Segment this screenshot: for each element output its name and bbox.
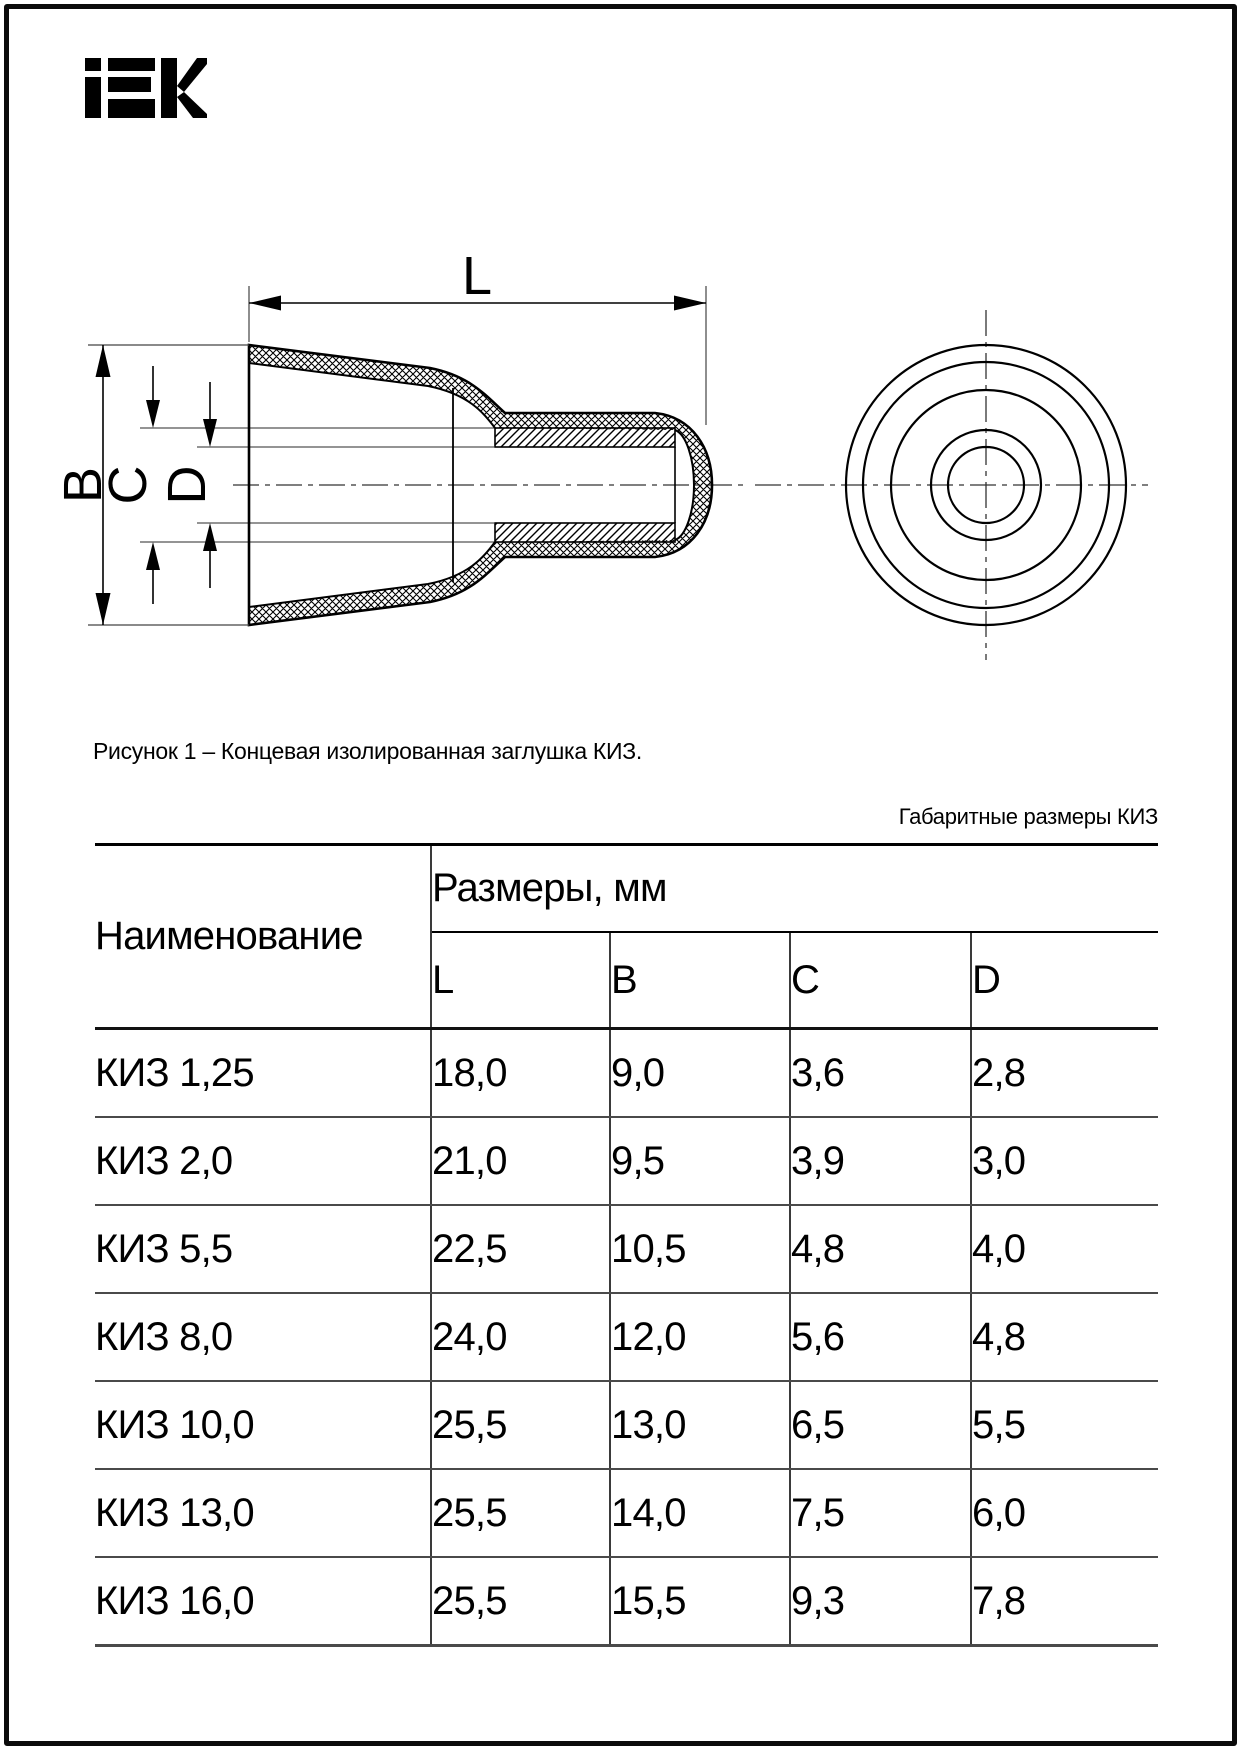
value-B: 9,5 [610, 1117, 790, 1205]
logo-k-lower-arm [177, 92, 207, 118]
value-L: 18,0 [431, 1029, 610, 1118]
row-name: КИЗ 5,5 [95, 1205, 431, 1293]
logo-e-top-bar [108, 58, 155, 71]
technical-drawing [0, 220, 1241, 680]
value-C: 3,9 [790, 1117, 971, 1205]
value-D: 2,8 [971, 1029, 1158, 1118]
figure-caption: Рисунок 1 – Концевая изолированная заглушка КИЗ. [93, 738, 642, 764]
table-row [95, 1293, 1158, 1381]
logo-e-bottom-bar [108, 99, 155, 118]
d-arrow-bottom [203, 523, 217, 551]
insulation-mesh-bottom [249, 485, 712, 625]
b-arrow-bottom [96, 593, 111, 625]
logo-k-stem [161, 58, 177, 118]
logo-i-stem [85, 77, 101, 118]
d-dim-label: D [157, 465, 217, 505]
table-note: Габаритные размеры КИЗ [898, 804, 1158, 829]
l-arrow-right [674, 296, 706, 311]
header-sizes: Размеры, мм [431, 845, 1158, 933]
table-row [95, 1557, 1158, 1646]
dimension-D [157, 382, 217, 588]
l-dim-label: L [461, 246, 493, 306]
l-arrow-left [249, 296, 281, 311]
table-row [95, 1117, 1158, 1205]
value-L: 25,5 [431, 1557, 610, 1646]
d-arrow-top [203, 419, 217, 447]
row-name: КИЗ 10,0 [95, 1381, 431, 1469]
value-B: 12,0 [610, 1293, 790, 1381]
row-name: КИЗ 1,25 [95, 1029, 431, 1118]
table-row [95, 1469, 1158, 1557]
value-B: 14,0 [610, 1469, 790, 1557]
section-view [53, 246, 745, 625]
value-L: 25,5 [431, 1381, 610, 1469]
dimensions-table [95, 843, 1158, 1647]
value-L: 21,0 [431, 1117, 610, 1205]
front-view [755, 310, 1148, 660]
header-name: Наименование [95, 845, 431, 1029]
row-name: КИЗ 8,0 [95, 1293, 431, 1381]
logo-k-upper-arm [177, 58, 207, 92]
value-C: 4,8 [790, 1205, 971, 1293]
iek-logo-glyphs [85, 58, 207, 118]
row-name: КИЗ 13,0 [95, 1469, 431, 1557]
b-dim-label: B [53, 466, 113, 504]
value-B: 13,0 [610, 1381, 790, 1469]
logo-i-dot [85, 58, 101, 71]
value-B: 10,5 [610, 1205, 790, 1293]
subheader-D: D [971, 932, 1158, 1029]
value-D: 5,5 [971, 1381, 1158, 1469]
b-arrow-top [96, 345, 111, 377]
value-C: 7,5 [790, 1469, 971, 1557]
logo-e-mid-bar [108, 77, 151, 92]
metal-sleeve-top [495, 428, 675, 447]
c-dim-label: C [98, 465, 158, 505]
value-L: 24,0 [431, 1293, 610, 1381]
subheader-L: L [431, 932, 610, 1029]
value-C: 9,3 [790, 1557, 971, 1646]
metal-sleeve-bottom [495, 523, 675, 542]
row-name: КИЗ 2,0 [95, 1117, 431, 1205]
value-B: 9,0 [610, 1029, 790, 1118]
table-header-row [95, 845, 1158, 933]
value-D: 7,8 [971, 1557, 1158, 1646]
value-L: 22,5 [431, 1205, 610, 1293]
value-D: 6,0 [971, 1469, 1158, 1557]
value-L: 25,5 [431, 1469, 610, 1557]
value-D: 3,0 [971, 1117, 1158, 1205]
table-row [95, 1381, 1158, 1469]
subheader-C: C [790, 932, 971, 1029]
insulation-mesh-top [249, 345, 712, 485]
table-row [95, 1029, 1158, 1118]
table-row [95, 1205, 1158, 1293]
value-C: 6,5 [790, 1381, 971, 1469]
value-C: 5,6 [790, 1293, 971, 1381]
iek-logo [85, 57, 207, 119]
value-D: 4,0 [971, 1205, 1158, 1293]
value-B: 15,5 [610, 1557, 790, 1646]
value-D: 4,8 [971, 1293, 1158, 1381]
dimension-C [98, 366, 160, 604]
row-name: КИЗ 16,0 [95, 1557, 431, 1646]
subheader-B: B [610, 932, 790, 1029]
c-arrow-bottom [146, 542, 160, 570]
c-arrow-top [146, 400, 160, 428]
value-C: 3,6 [790, 1029, 971, 1118]
